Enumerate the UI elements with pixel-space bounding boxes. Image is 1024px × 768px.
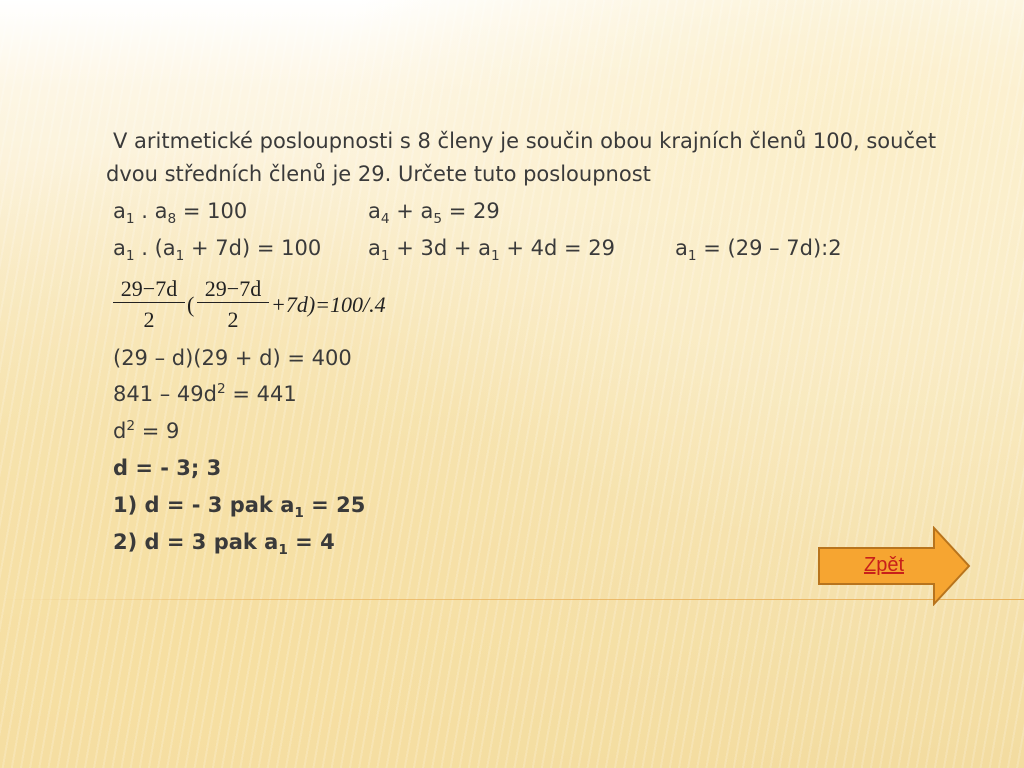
problem-line-2: dvou středních členů je 29. Určete tuto posloupnost [106,162,651,186]
fraction-1 [113,276,185,333]
step-d-values: d = - 3; 3 [113,456,222,480]
fraction-2 [197,276,269,333]
solution-1: 1) d = - 3 pak $a_1 = 25$ [113,493,366,521]
fraction-1-numerator: 29−7d [113,276,185,303]
problem-line-1: V aritmetické posloupnosti s 8 členy je součin obou krajních členů 100, součet [113,129,937,153]
step-difference-of-squares: (29 – d)(29 + d) = 400 [113,346,352,370]
fraction-2-numerator: 29−7d [197,276,269,303]
equation-product-expanded: $a_1$ . $(a_1 + 7d) = 100$ [113,236,322,264]
formula-tail: +7d)=100/.4 [271,292,386,317]
equation-sum: $a_4 + a_5 = 29$ [368,199,500,227]
step-d-squared: $d^2 = 9$ [113,417,180,443]
equation-a1-expression: $a_1 = (29$ – 7d):2 [675,236,842,264]
fraction-2-denominator: 2 [227,307,239,332]
back-button[interactable] [818,526,972,606]
back-button-label[interactable]: Zpět [863,554,905,576]
solution-2: 2) d = 3 pak $a_1 = 4$ [113,530,335,558]
formula-open-paren: ( [187,292,195,317]
step-expanded: $841 - 49d^2 = 441$ [113,380,297,406]
equation-product: $a_1$ . $a_8 = 100$ [113,199,248,227]
equation-sum-expanded: $a_1 + 3d + a_1 + 4d = 29$ [368,236,616,264]
fraction-formula [113,276,423,346]
fraction-1-denominator: 2 [143,307,155,332]
